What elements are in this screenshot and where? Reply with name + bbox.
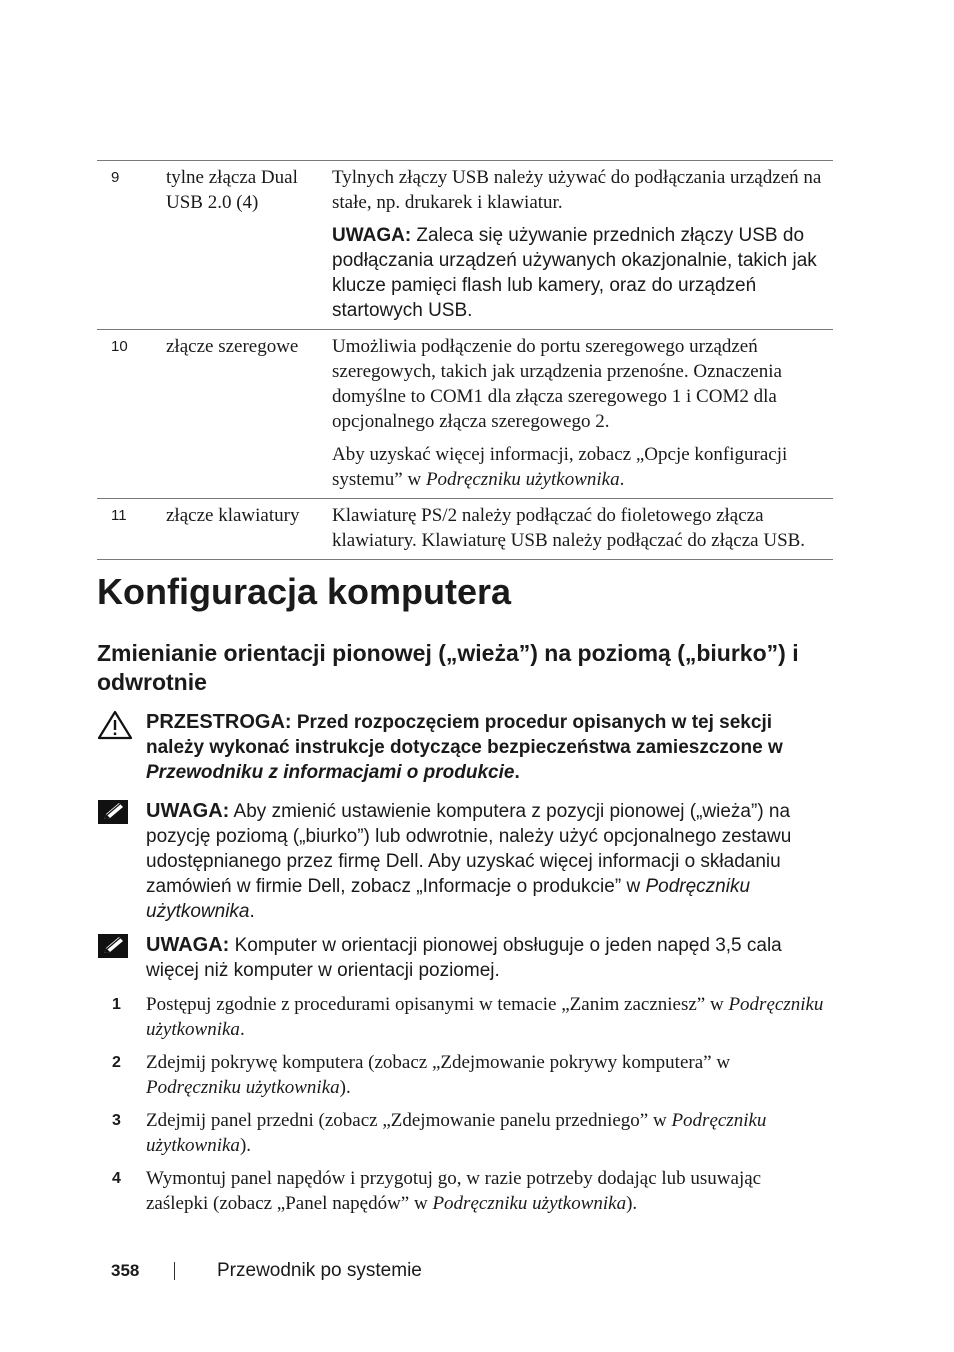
- description-text: Tylnych złączy USB należy używać do podłączania urządzeń na stałe, np. drukarek i klawiatur.: [332, 167, 822, 213]
- row-number: 11: [111, 507, 127, 524]
- note-body: Komputer w orientacji pionowej obsługuje o jeden napęd 3,5 cala więcej niż komputer w orientacji poziomej.: [146, 935, 782, 981]
- note-text: [146, 933, 827, 983]
- caution-notice: [97, 710, 827, 785]
- step-book-title: Podręczniku użytkownika: [432, 1193, 627, 1214]
- step-punct: ).: [339, 1077, 351, 1098]
- caution-punct: .: [514, 762, 520, 783]
- step-text: Wymontuj panel napędów i przygotuj go, w razie potrzeby dodając lub usuwając zaślepki (zobacz „Panel napędów” w: [146, 1168, 762, 1214]
- caution-book-title: Przewodniku z informacjami o produkcie: [146, 762, 515, 783]
- connector-name: tylne złącza Dual USB 2.0 (4): [166, 167, 298, 213]
- note-body: Aby zmienić ustawienie komputera z pozycji pionowej („wieża”) na pozycję poziomą („biurko”) lub odwrotnie, należy użyć opcjonalnego zestawu udostępnianego przez firmę Dell. Aby uzyskać więcej informacji o składaniu zamówień w firmie Dell, zobacz „Informacje o produkcie” w: [146, 801, 792, 897]
- caution-label: PRZESTROGA:: [146, 711, 292, 733]
- connector-description: [332, 161, 833, 330]
- pencil-note-icon: [97, 933, 129, 964]
- connector-name: złącze klawiatury: [166, 505, 300, 526]
- step-punct: ).: [626, 1193, 638, 1214]
- step-book-title: Podręczniku użytkownika: [146, 1110, 767, 1156]
- step-number: 2: [112, 1054, 121, 1071]
- note-text: Zaleca się używanie przednich złączy USB do podłączania urządzeń używanych okazjonalnie, takich jak klucze pamięci flash lub kamery, oraz do urządzeń startowych USB.: [332, 225, 817, 321]
- step-text: Zdejmij panel przedni (zobacz „Zdejmowanie panelu przedniego” w: [146, 1110, 672, 1131]
- connector-description: [332, 330, 833, 499]
- note-notice: [97, 799, 827, 924]
- step-book-title: Podręczniku użytkownika: [146, 994, 824, 1040]
- table-row: [97, 499, 833, 560]
- step-text: Zdejmij pokrywę komputera (zobacz „Zdejmowanie pokrywy komputera” w: [146, 1052, 731, 1073]
- note-label: UWAGA:: [332, 225, 412, 246]
- table-note: [332, 223, 833, 323]
- note-label: UWAGA:: [146, 800, 230, 822]
- pencil-note-icon: [97, 799, 129, 830]
- note-punct: .: [249, 901, 255, 922]
- reference-book-title: Podręczniku użytkownika: [425, 469, 620, 490]
- list-item: [97, 992, 827, 1042]
- list-item: [97, 1050, 827, 1100]
- note-book-title: Podręczniku użytkownika: [146, 876, 751, 922]
- caution-text: [146, 710, 827, 785]
- connector-name: złącze szeregowe: [166, 336, 299, 357]
- list-item: [97, 1108, 827, 1158]
- description-text: Umożliwia podłączenie do portu szeregowego urządzeń szeregowych, takich jak urządzenia przenośne. Oznaczenia domyślne to COM1 dla złącza szeregowego 1 i COM2 dla opcjonalnego złącza szeregowego 2.: [332, 336, 782, 432]
- connector-description: [332, 499, 833, 560]
- connector-table: [97, 160, 833, 560]
- footer-divider: [174, 1262, 175, 1280]
- warning-triangle-icon: [97, 710, 133, 745]
- step-number: 4: [112, 1170, 121, 1187]
- page-number: 358: [111, 1261, 140, 1280]
- reference-text: Aby uzyskać więcej informacji, zobacz „Opcje konfiguracji systemu” w: [332, 444, 788, 490]
- footer-title: Przewodnik po systemie: [217, 1260, 422, 1281]
- description-text: Klawiaturę PS/2 należy podłączać do fioletowego złącza klawiatury. Klawiaturę USB należy podłączać do złącza USB.: [332, 505, 806, 551]
- step-punct: .: [239, 1019, 245, 1040]
- note-label: UWAGA:: [146, 934, 230, 956]
- step-number: 3: [112, 1112, 121, 1129]
- step-punct: ).: [239, 1135, 252, 1156]
- step-text: Postępuj zgodnie z procedurami opisanymi w temacie „Zanim zaczniesz” w: [146, 994, 729, 1015]
- row-number: 9: [111, 169, 120, 186]
- procedure-steps: [97, 992, 827, 1224]
- step-book-title: Podręczniku użytkownika: [146, 1077, 340, 1098]
- note-text: [146, 799, 827, 924]
- reference-punct: .: [619, 469, 625, 490]
- section-title: Konfiguracja komputera: [97, 571, 512, 612]
- table-row: [97, 161, 833, 330]
- step-number: 1: [112, 996, 121, 1013]
- note-notice: [97, 933, 827, 983]
- caution-body: Przed rozpoczęciem procedur opisanych w tej sekcji należy wykonać instrukcje dotyczące bezpieczeństwa zamieszczone w: [146, 712, 783, 758]
- row-number: 10: [111, 338, 128, 355]
- subsection-title: Zmienianie orientacji pionowej („wieża”) na poziomą („biurko”) i odwrotnie: [97, 640, 799, 695]
- table-row: [97, 330, 833, 499]
- list-item: [97, 1166, 827, 1216]
- description-reference: [332, 442, 833, 492]
